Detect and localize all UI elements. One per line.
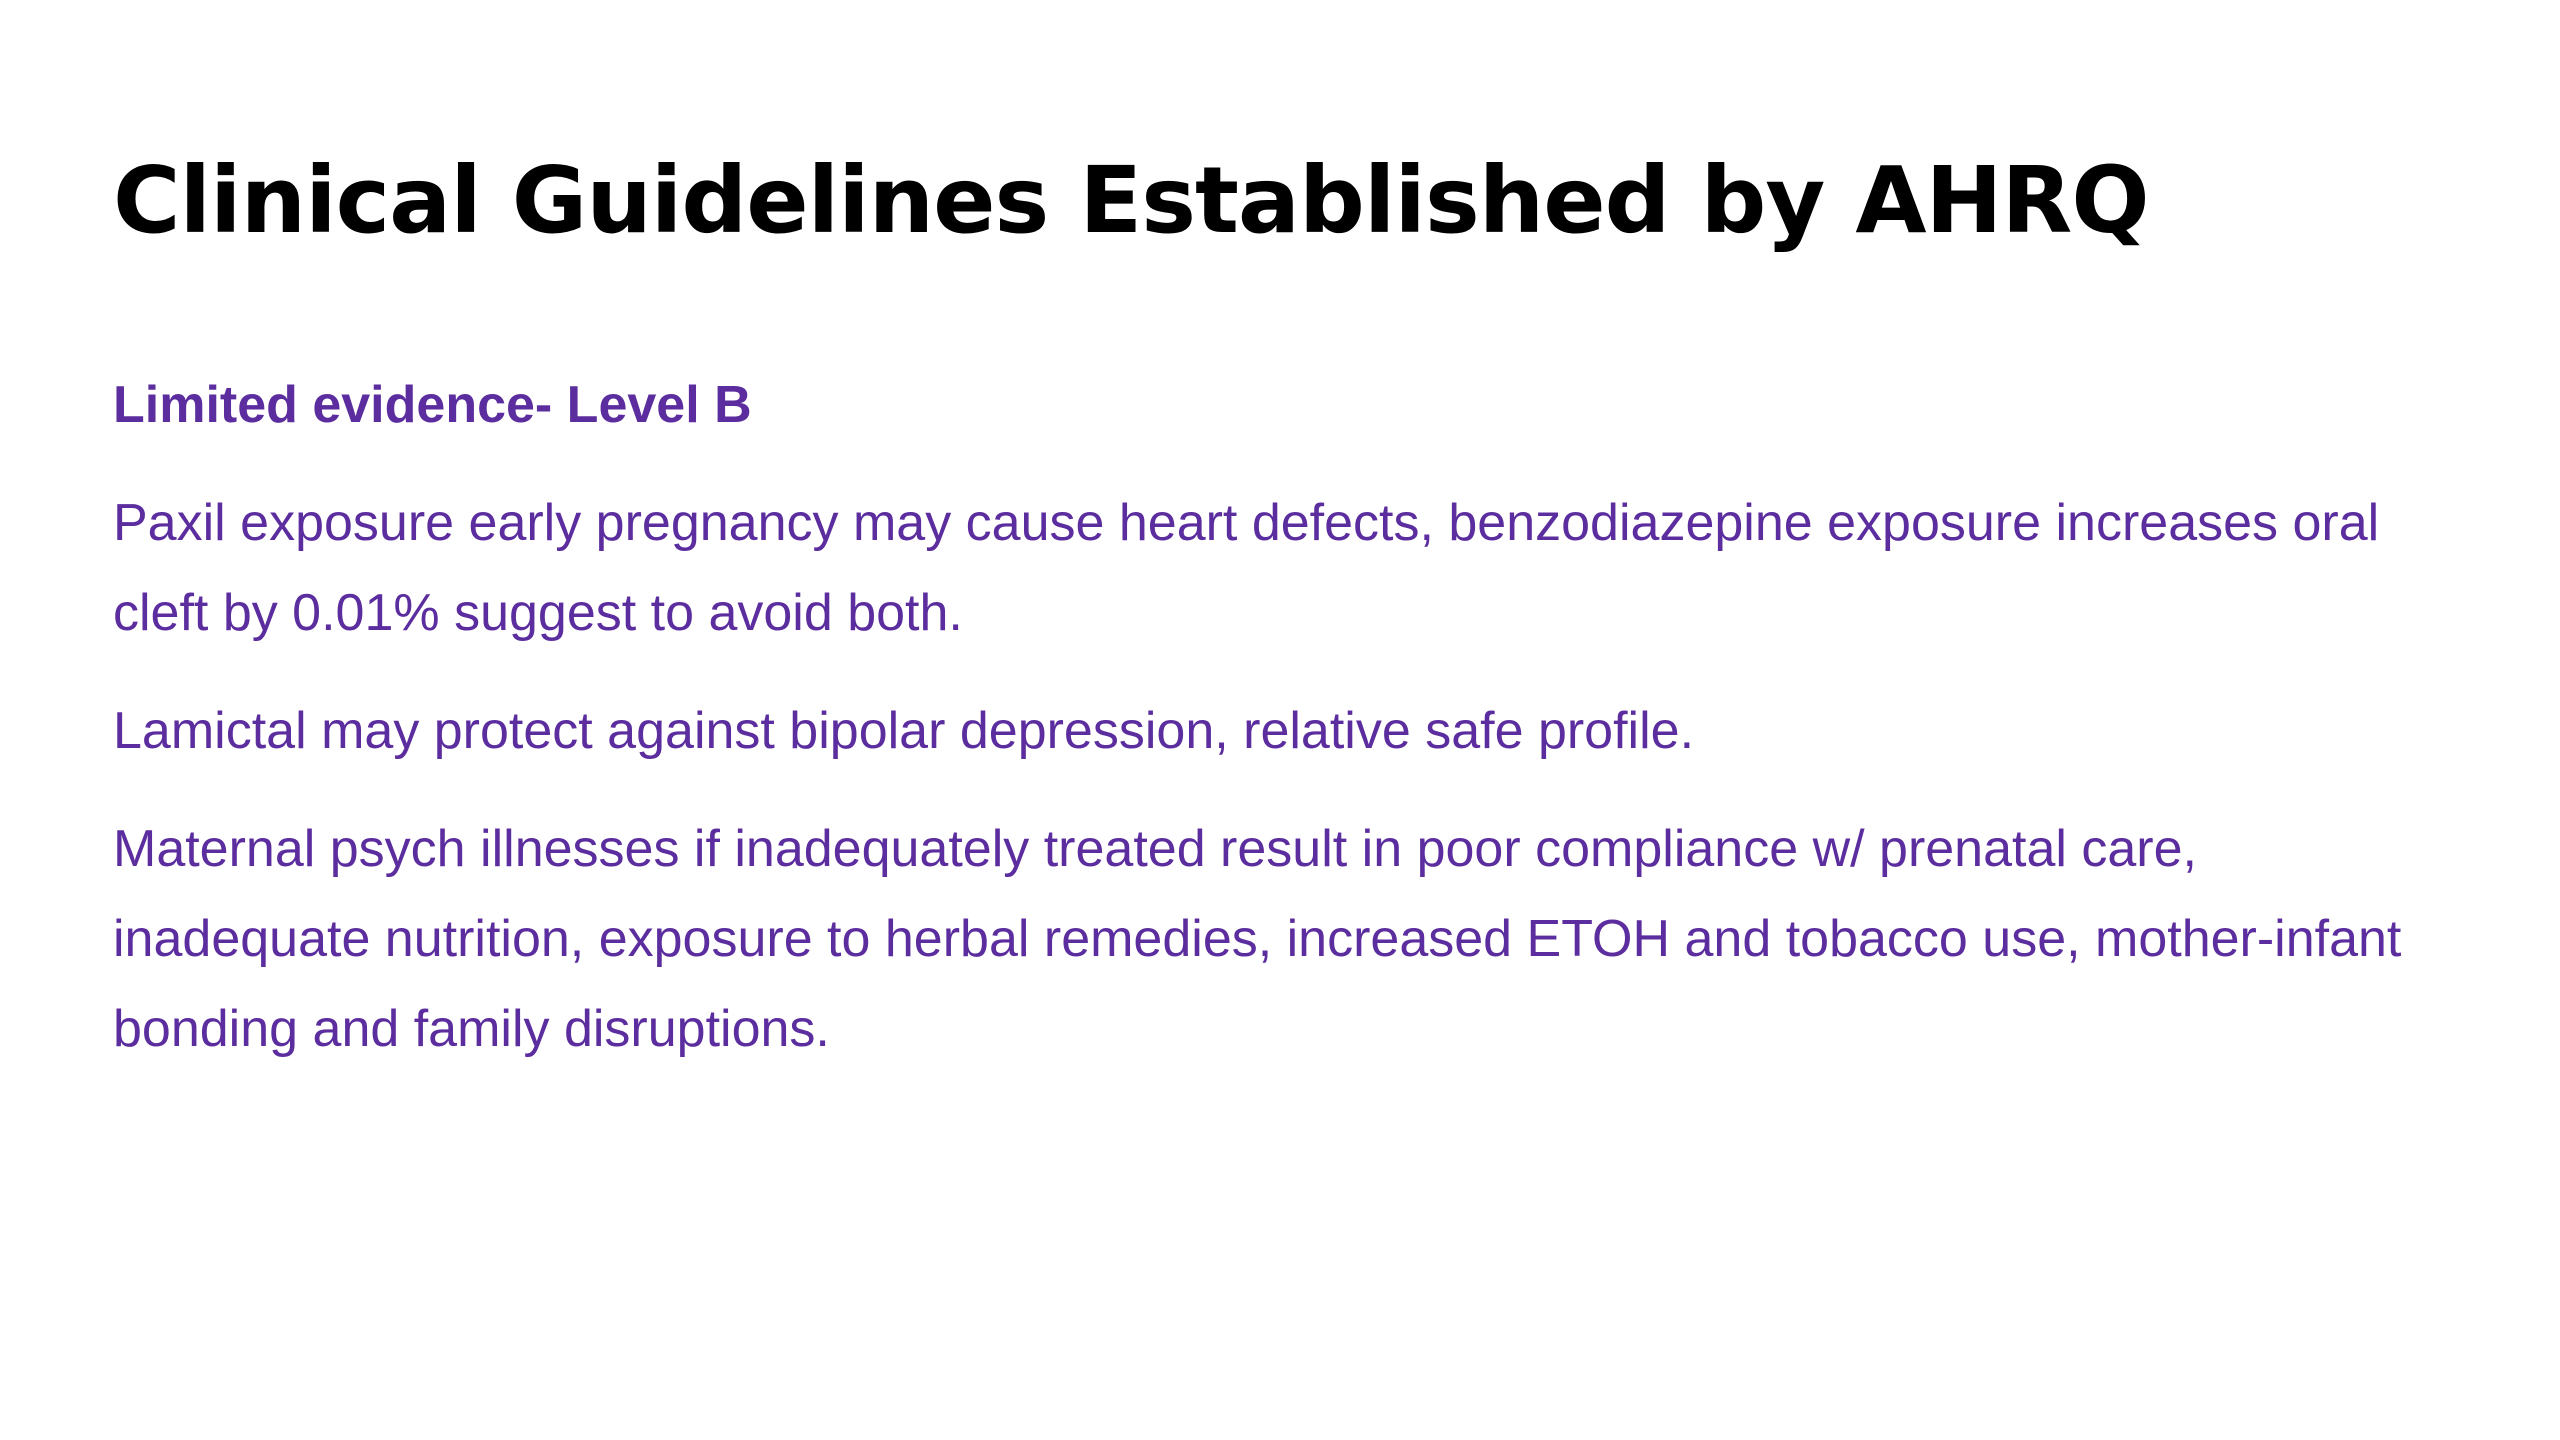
body-paragraph: Maternal psych illnesses if inadequately treated result in poor compliance w/ prenatal care, inadequate nutrition, exposure to herbal remedies, increased ETOH and tobacco use, mother-infant bonding and family disruptions. (113, 820, 2402, 1058)
body-paragraph: Lamictal may protect against bipolar depression, relative safe profile. (113, 702, 1695, 760)
slide-title: Clinical Guidelines Established by AHRQ (113, 147, 2149, 254)
body-paragraph: Paxil exposure early pregnancy may cause heart defects, benzodiazepine exposure increases oral cleft by 0.01% suggest to avoid both. (113, 494, 2380, 642)
slide-body (113, 360, 2443, 1074)
evidence-level-heading: Limited evidence- Level B (113, 376, 752, 434)
